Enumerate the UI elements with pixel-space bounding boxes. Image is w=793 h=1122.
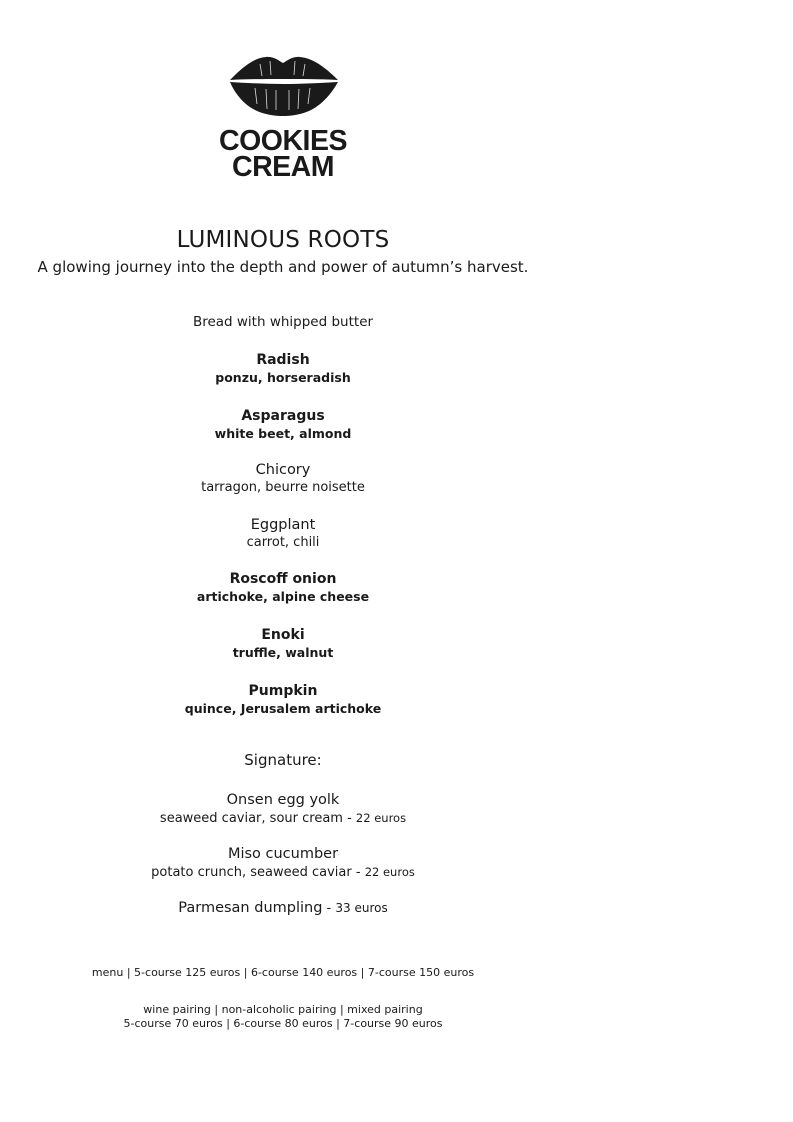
signature-price: 22 euros	[364, 865, 415, 879]
signature-price: 33 euros	[335, 901, 388, 915]
course-item	[0, 682, 566, 717]
course-description: artichoke, alpine cheese	[196, 589, 370, 604]
course-name: Asparagus	[241, 408, 325, 424]
course-description: ponzu, horseradish	[215, 370, 351, 385]
signature-item	[0, 899, 566, 918]
course-name: Roscoff onion	[229, 571, 337, 587]
price-separator: -	[342, 811, 356, 826]
course-item	[0, 626, 566, 661]
pairing-types: wine pairing | non-alcoholic pairing | mixed pairing	[143, 1003, 423, 1016]
signature-item	[0, 845, 566, 882]
course-name: Radish	[256, 352, 310, 368]
course-description: white beet, almond	[214, 426, 352, 441]
lips-icon	[200, 52, 366, 182]
course-description: truffle, walnut	[232, 645, 334, 660]
course-name: Pumpkin	[248, 683, 318, 699]
course-item	[0, 516, 566, 551]
signature-description: seaweed caviar, sour cream	[159, 811, 343, 826]
course-item	[0, 351, 566, 386]
signature-name: Miso cucumber	[227, 846, 339, 862]
course-description: tarragon, beurre noisette	[201, 480, 365, 495]
course-description: carrot, chili	[246, 535, 320, 550]
menu-pricing: menu | 5-course 125 euros | 6-course 140 euros | 7-course 150 euros	[91, 966, 475, 979]
course-name: Eggplant	[250, 517, 316, 533]
logo-line-1: COOKIES	[219, 125, 347, 157]
price-separator: -	[351, 865, 365, 880]
course-item	[0, 461, 566, 496]
course-item	[0, 407, 566, 442]
signature-price: 22 euros	[355, 811, 407, 825]
signature-description-line	[0, 863, 566, 882]
signature-description-line	[0, 809, 566, 828]
pairing-prices: 5-course 70 euros | 6-course 80 euros | 7-course 90 euros	[123, 1017, 443, 1030]
signature-heading: Signature:	[244, 751, 322, 769]
signature-name: Parmesan dumpling	[178, 900, 323, 916]
signature-name: Onsen egg yolk	[226, 792, 340, 808]
signature-description: potato crunch, seaweed caviar	[151, 865, 352, 880]
menu-subtitle: A glowing journey into the depth and power of autumn’s harvest.	[37, 258, 529, 276]
signature-name-line	[0, 899, 566, 918]
course-description: quince, Jerusalem artichoke	[184, 701, 382, 716]
signature-item	[0, 791, 566, 828]
menu-title: LUMINOUS ROOTS	[176, 227, 390, 253]
brand-logo	[200, 52, 366, 182]
course-name: Chicory	[255, 462, 311, 478]
bread-line: Bread with whipped butter	[192, 314, 374, 330]
course-item	[0, 570, 566, 605]
price-separator: -	[322, 901, 336, 916]
logo-line-2: CREAM	[232, 151, 334, 182]
course-name: Enoki	[261, 627, 305, 643]
